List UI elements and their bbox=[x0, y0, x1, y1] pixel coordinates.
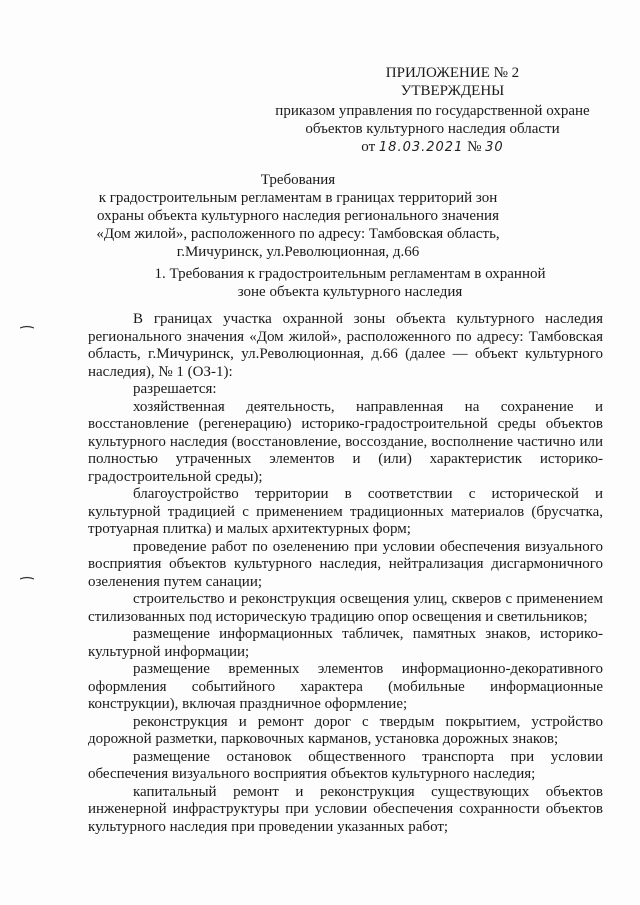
approved-label: УТВЕРЖДЕНЫ bbox=[400, 83, 505, 99]
order-line-2: объектов культурного наследия области bbox=[305, 121, 560, 137]
list-item: размещение информационных табличек, памятных знаков, историко-культурной информации; bbox=[88, 626, 603, 660]
list-item: капитальный ремонт и реконструкция существующих объектов инженерной инфраструктуры при условии обеспечения сохранности объектов культурного наследия при проведении указанных работ; bbox=[88, 783, 603, 835]
number-label: № bbox=[467, 139, 482, 155]
title-heading: Требования bbox=[260, 172, 336, 188]
list-item: проведение работ по озеленению при условии обеспечения визуального восприятия объектов культурного наследия, нейтрализация дисгармоничного озеленения путем санации; bbox=[88, 538, 603, 590]
handwritten-date: 18.03.2021 bbox=[378, 140, 464, 155]
intro-paragraph: В границах участка охранной зоны объекта культурного наследия регионального значения «Дом жилой», расположенного по адресу: Тамбовская область, г.Мичуринск, ул.Революционная, д.66 (далее — объект культурного наследия), № 1 (ОЗ-1): bbox=[88, 311, 603, 380]
scan-mark bbox=[20, 576, 34, 580]
title-subtitle: к градостроительным регламентам в границах территорий зон охраны объекта культурного наследия регионального значения «Дом жилой», расположенного по адресу: Тамбовская область, г.Мичуринск, ул.Революционная, д.66 bbox=[96, 190, 500, 260]
document-title bbox=[88, 171, 508, 261]
scan-mark bbox=[20, 325, 34, 329]
order-line-1: приказом управления по государственной охране bbox=[275, 103, 590, 119]
annex-label: ПРИЛОЖЕНИЕ № 2 bbox=[385, 65, 520, 81]
list-item: благоустройство территории в соответствии с исторической и культурной традицией с применением традиционных материалов (брусчатка, тротуарная плитка) и малых архитектурных форм; bbox=[88, 486, 603, 537]
annex-header bbox=[260, 64, 605, 157]
list-item: реконструкция и ремонт дорог с твердым покрытием, устройство дорожной разметки, парковочных карманов, установка дорожных знаков; bbox=[88, 713, 603, 747]
list-item: размещение остановок общественного транспорта при условии обеспечения визуального восприятия объектов культурного наследия; bbox=[88, 748, 603, 782]
section-title: 1. Требования к градостроительным регламентам в охранной зоне объекта культурного наследия bbox=[154, 266, 546, 300]
list-item: строительство и реконструкция освещения улиц, скверов с применением стилизованных под историческую традицию опор освещения и светильников; bbox=[88, 591, 603, 625]
list-item: размещение временных элементов информационно-декоративного оформления событийного характера (мобильные информационные конструкции), включая праздничное оформление; bbox=[88, 661, 603, 712]
list-item: хозяйственная деятельность, направленная на сохранение и восстановление (регенерацию) историко-градостроительной среды объектов культурного наследия (восстановление, воссоздание, восполнение частично или полностью утраченных элементов и (или) характеристик историко-градостроительной среды); bbox=[88, 398, 603, 485]
allowed-label: разрешается: bbox=[133, 381, 217, 397]
from-label: от bbox=[361, 139, 376, 155]
document-body bbox=[88, 311, 603, 836]
handwritten-number: 30 bbox=[485, 140, 504, 155]
order-date-number-line bbox=[260, 138, 605, 157]
